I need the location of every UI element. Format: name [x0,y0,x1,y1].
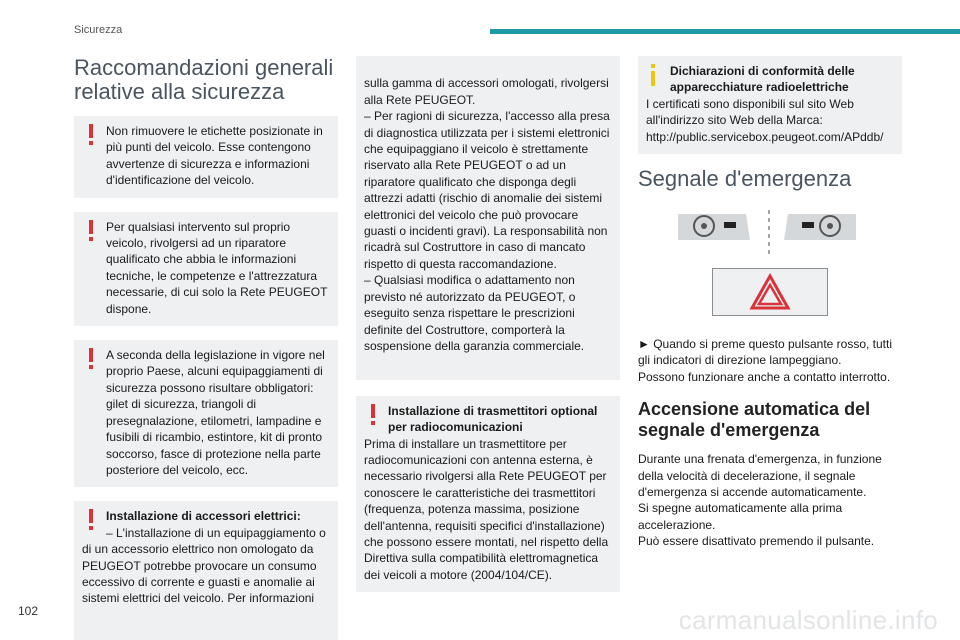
warning-text: Non rimuovere le etichette posizionate in più punti del veicolo. Esse contengono avvertenze di sicurezza e informazioni d'identificazione del veicolo. [106,124,323,188]
watermark: carmanualsonline.info [678,605,938,635]
info-icon [648,64,658,86]
section-title-hazard: Segnale d'emergenza [638,166,852,192]
warning-box-radio-transmitters [356,396,620,592]
steering-wheel-right-icon [784,214,856,240]
continued-text: sulla gamma di accessori omologati, rivolgersi alla Rete PEUGEOT. – Per ragioni di sicurezza, l'accesso alla presa di diagnostica utilizzata per i sistemi elettronici che equipaggiano il veicolo è strettamente riservato alla Rete PEUGEOT o ad un riparatore qualificato che disponga degli attrezzi adatti (rischio di anomalie dei sistemi elettronici del veicolo che può provocare guasti o incidenti gravi). La responsabilità non ricadrà sul Costruttore in caso di mancato rispetto di questa raccomandazione. – Qualsiasi modifica o adattamento non previsto né autorizzato da PEUGEOT, o eseguito senza rispettare le prescrizioni definite del Costruttore, comporterà la sospensione della garanzia commerciale. [364,76,610,353]
info-title: Dichiarazioni di conformità delle apparecchiature radioelettriche [670,64,855,95]
exclamation-icon [86,348,96,370]
steering-wheel-left-icon [678,214,750,240]
column-2 [356,56,620,606]
warning-text: A seconda della legislazione in vigore nel proprio Paese, alcuni equipaggiamenti di sicurezza possono risultare obbligatori: gilet di sicurezza, triangoli di presegnalazione, etilometri, lampadine e fusibili di ricambio, estintore, kit di pronto soccorso, fasce di protezione nella parte posteriore del veicolo, ecc. [106,348,325,477]
warning-text: Per qualsiasi intervento sul proprio veicolo, rivolgersi ad un riparatore qualificato che abbia le informazioni tecniche, le competenze e l'attrezzatura necessarie, di cui solo la Rete PEUGEOT dispone. [106,219,328,316]
column-3 [638,56,902,550]
hazard-button [712,268,828,316]
page-number: 102 [18,604,39,618]
warning-box-labels [74,116,338,198]
column-1 [74,56,338,640]
subsection-title-auto-hazard: Accensione automatica del segnale d'emergenza [638,399,871,441]
info-text: I certificati sono disponibili sul sito Web all'indirizzo sito Web della Marca: http://public.servicebox.peugeot.com/APddb/ [646,96,884,144]
warning-text: – L'installazione di un equipaggiamento o di un accessorio elettrico non omologato da PEUGEOT potrebbe provocare un consumo eccessivo di corrente e guasti e anomalie ai sistemi elettrici del veicolo. Per informazioni [82,525,326,606]
header-accent-bar [490,29,960,34]
info-box-conformity [638,56,902,154]
warning-box-repair [74,212,338,326]
exclamation-icon [368,404,378,426]
warning-title: Installazione di accessori elettrici: [106,509,301,524]
hazard-location-illustration [638,210,902,254]
warning-title: Installazione di trasmettitori optional per radiocomunicazioni [388,403,598,435]
warning-text: Prima di installare un trasmettitore per radiocomunicazioni con antenna esterna, è necessario rivolgersi alla Rete PEUGEOT per conoscere le caratteristiche dei trasmettitori (frequenza, potenza massima, posizione dell'antenna, requisiti specifici d'installazione) che possono essere montati, nel rispetto della Direttiva sulla compatibilità elettromagnetica dei veicoli a motore (2004/104/CE). [364,436,609,582]
header-section-label: Sicurezza [74,24,123,36]
exclamation-icon [86,509,96,531]
auto-hazard-description: Durante una frenata d'emergenza, in funzione della velocità di decelerazione, il segnale d'emergenza si accende automaticamente. Si spegne automaticamente alla prima accelerazione. Può essere disattivato premendo il pulsante. [638,452,882,549]
hazard-triangle-icon [713,269,827,315]
exclamation-icon [86,220,96,242]
hazard-description: ► Quando si preme questo pulsante rosso, tutti gli indicatori di direzione lampeggiano. Possono funzionare anche a contatto interrotto. [638,337,893,384]
warning-box-equipment [74,340,338,487]
exclamation-icon [86,124,96,146]
warning-box-electrical-accessories [74,501,338,640]
continued-box-electrical-accessories [356,56,620,380]
page-title: Raccomandazioni generali relative alla sicurezza [74,55,334,104]
